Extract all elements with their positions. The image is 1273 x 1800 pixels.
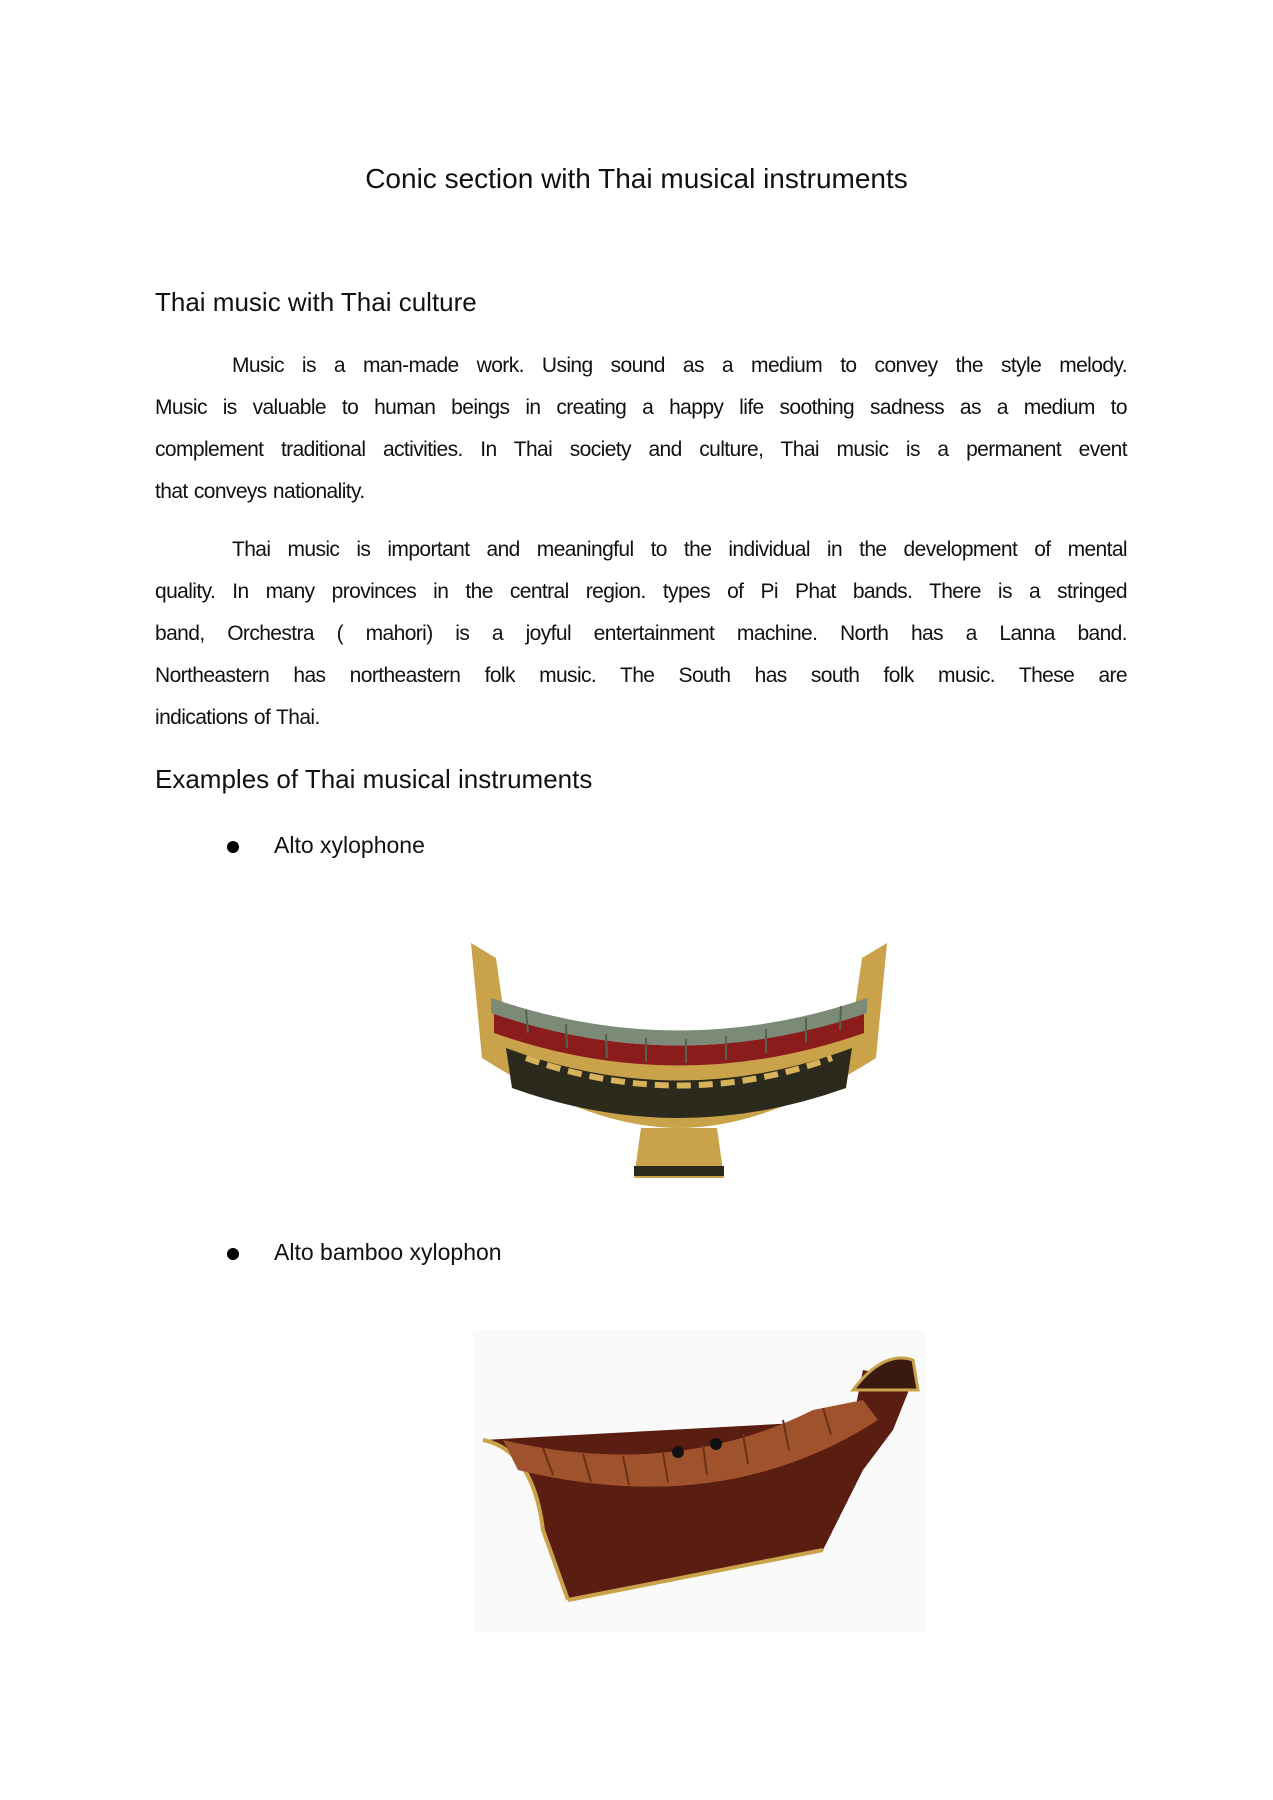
paragraph-line: Northeastern has northeastern folk music. The South has south folk music. These are xyxy=(155,664,1127,687)
list-item-label: Alto xylophone xyxy=(274,832,425,858)
paragraph-line: Music is a man-made work. Using sound as a medium to convey the style melody. xyxy=(232,354,1127,377)
bullet-icon xyxy=(227,841,239,853)
paragraph-line: indications of Thai. xyxy=(155,706,320,729)
alto-xylophone-image xyxy=(466,938,892,1188)
section-heading: Thai music with Thai culture xyxy=(155,287,477,317)
paragraph-line: complement traditional activities. In Thai society and culture, Thai music is a permanent event xyxy=(155,438,1127,461)
section-heading: Examples of Thai musical instruments xyxy=(155,764,593,794)
bullet-icon xyxy=(227,1248,239,1260)
list-item xyxy=(232,832,425,859)
paragraph-line: that conveys nationality. xyxy=(155,480,365,503)
list-item-label: Alto bamboo xylophon xyxy=(274,1239,502,1265)
paragraph-line: Thai music is important and meaningful to the individual in the development of mental xyxy=(232,538,1127,561)
paragraph-line: quality. In many provinces in the central region. types of Pi Phat bands. There is a stringed xyxy=(155,580,1127,603)
paragraph-line: Music is valuable to human beings in creating a happy life soothing sadness as a medium to xyxy=(155,396,1127,419)
page-title: Conic section with Thai musical instruments xyxy=(365,163,908,194)
list-item xyxy=(232,1239,502,1266)
alto-bamboo-xylophone-image xyxy=(473,1330,925,1632)
paragraph-line: band, Orchestra ( mahori) is a joyful entertainment machine. North has a Lanna band. xyxy=(155,622,1127,645)
